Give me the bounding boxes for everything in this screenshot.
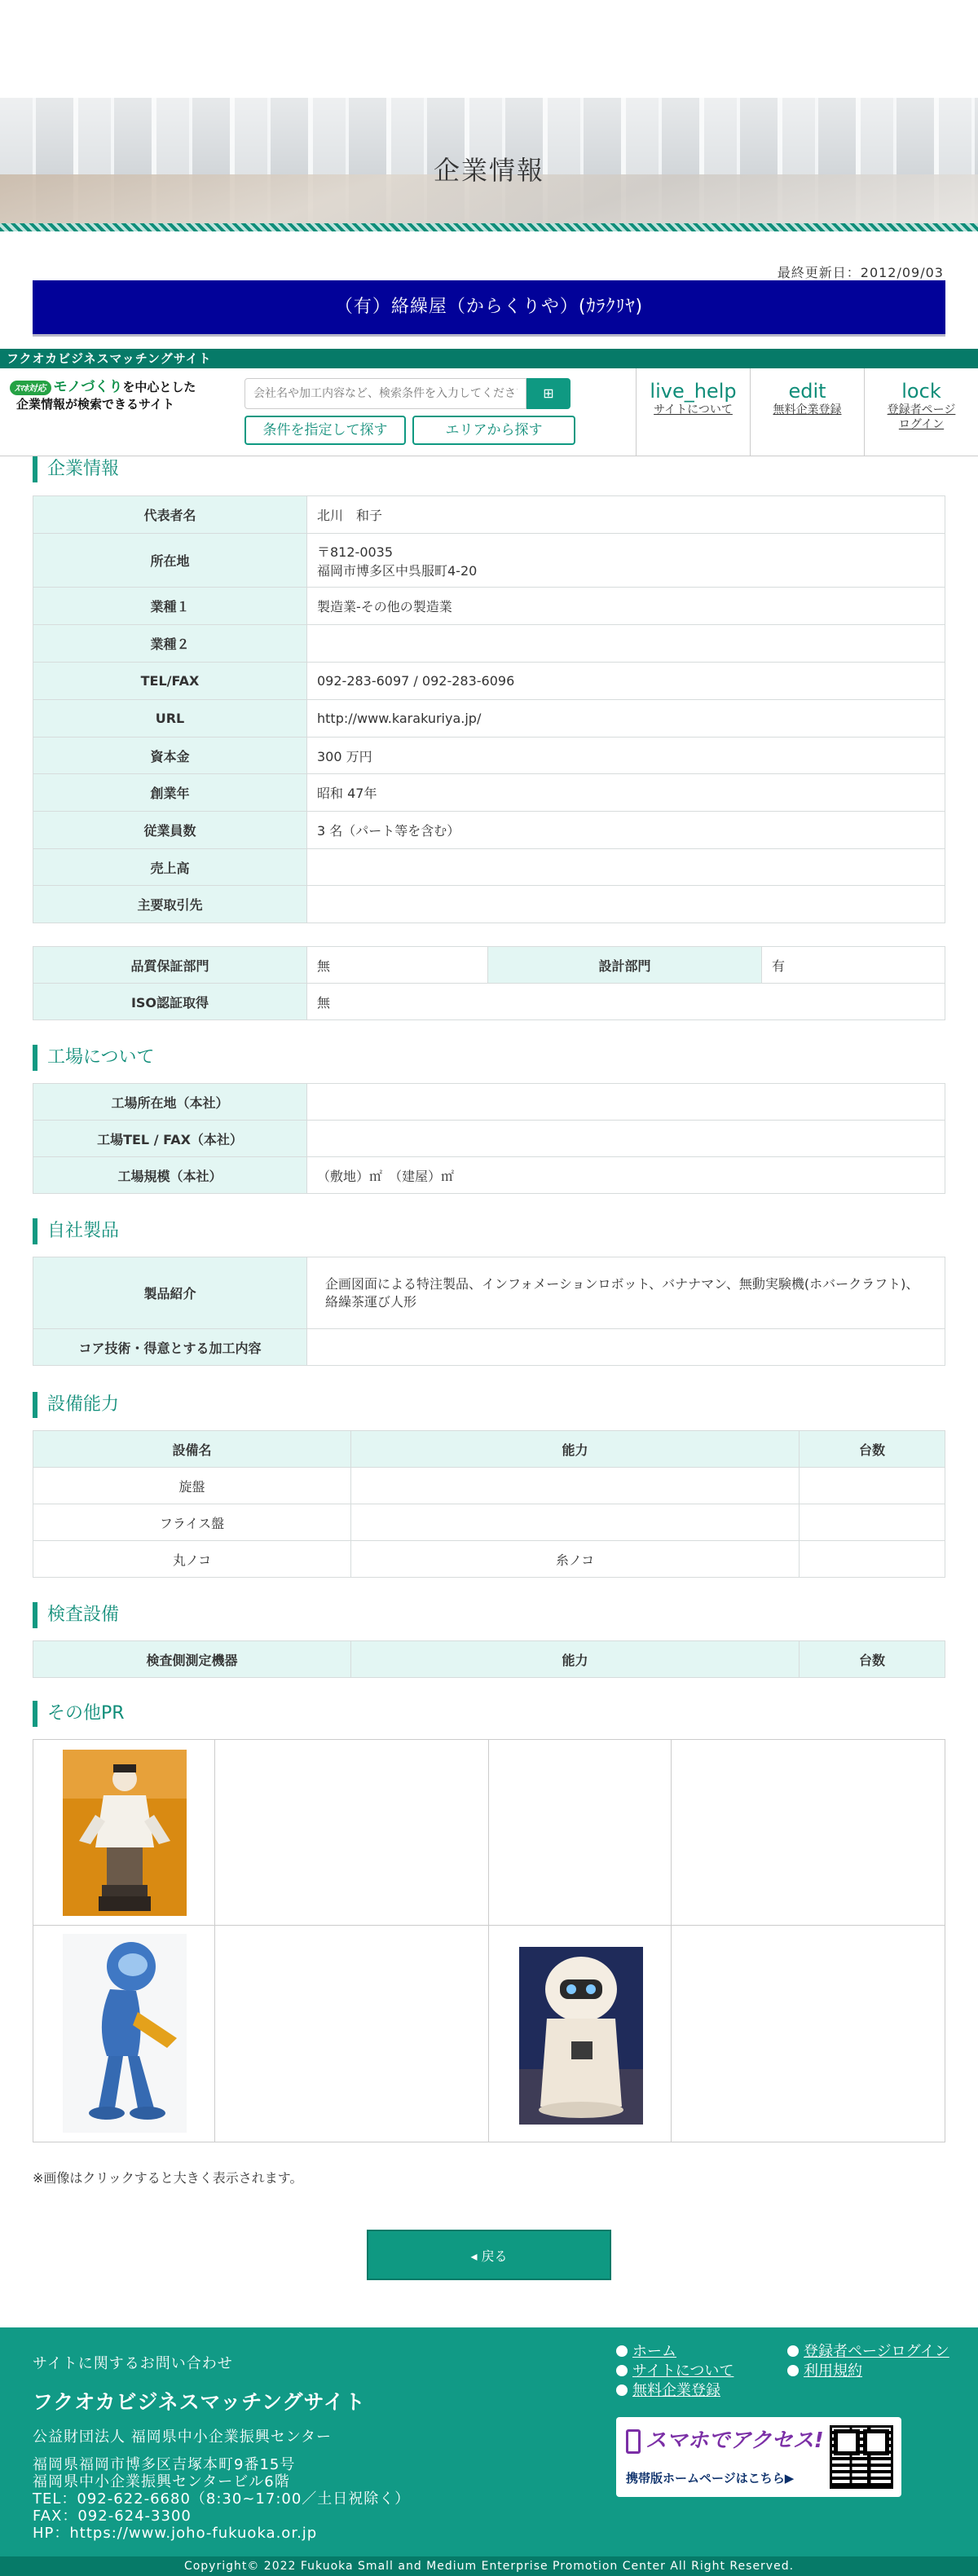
address: 福岡市博多区中呉服町4-20 (317, 562, 478, 579)
logo-highlight: モノづくり (53, 379, 123, 395)
equipment-table (33, 1430, 945, 1578)
bullet-icon (787, 2365, 799, 2376)
footer (0, 2327, 978, 2576)
table-row: 従業員数 3 名（パート等を含む） (33, 812, 945, 849)
table-row: ISO認証取得 無 (33, 984, 945, 1020)
table-row: 工場所在地（本社） (33, 1084, 945, 1121)
bullet-icon (616, 2384, 628, 2396)
table-row: 創業年 昭和 47年 (33, 774, 945, 812)
section-title-inspection: 検査設備 (33, 1602, 119, 1628)
nav-about-label: サイトについて (654, 403, 733, 416)
photo-information-robot[interactable] (519, 1947, 643, 2125)
table-row: コア技術・得意とする加工内容 (33, 1329, 945, 1366)
table-row: 業種２ (33, 625, 945, 663)
table-row: URL http://www.karakuriya.jp/ (33, 700, 945, 738)
edit-icon: edit (788, 380, 826, 403)
nav-registration-label: 無料企業登録 (773, 403, 842, 416)
company-url-link[interactable]: http://www.karakuriya.jp/ (317, 711, 482, 726)
quality-table (33, 946, 945, 1020)
footer-contact-heading: サイトに関するお問い合わせ (33, 2355, 233, 2372)
table-header-row: 検査側測定機器 能力 台数 (33, 1641, 945, 1678)
photo-karakuri-doll[interactable] (63, 1750, 187, 1916)
table-row: 製品紹介 企画図面による特注製品、インフォメーションロボット、バナナマン、無動実験機(ホバークラフト)、絡繰茶運び人形 (33, 1257, 945, 1329)
section-title-other-pr: その他PR (33, 1701, 125, 1727)
table-row: 品質保証部門 無 設計部門 有 (33, 947, 945, 984)
search-icon: ⊞ (543, 385, 554, 401)
table-row: 所在地 〒812-0035 福岡市博多区中呉服町4-20 (33, 534, 945, 588)
nav-login-label1: 登録者ページ (887, 403, 956, 416)
logo-line2: 企業情報が検索できるサイト (16, 397, 174, 412)
products-table (33, 1257, 945, 1366)
footer-link-about[interactable]: サイトについて (632, 2362, 734, 2380)
smartphone-access-banner[interactable]: スマホでアクセス! 携帯版ホームページはこちら▶ (616, 2417, 901, 2497)
area-search-button[interactable]: エリアから探す (412, 416, 575, 445)
site-logo[interactable] (10, 375, 238, 412)
table-row: フライス盤 (33, 1504, 945, 1541)
logo-line1-rest: を中心とした (122, 380, 196, 394)
company-info-table (33, 495, 945, 923)
table-row: 旋盤 (33, 1468, 945, 1504)
table-row: TEL/FAX 092-283-6097 / 092-283-6096 (33, 663, 945, 700)
nav-login-label2: ログイン (898, 418, 945, 431)
bullet-icon (787, 2345, 799, 2357)
hero-banner (0, 98, 978, 231)
smartphone-badge: ｽﾏﾎ対応 (10, 381, 51, 395)
factory-table (33, 1083, 945, 1194)
last-updated: 最終更新日：2012/09/03 (777, 265, 944, 280)
search-input[interactable] (244, 378, 526, 409)
search-header (0, 368, 978, 456)
table-row: 代表者名 北川 和子 (33, 496, 945, 534)
qr-code-icon (830, 2425, 893, 2489)
footer-organization: 公益財団法人 福岡県中小企業振興センター (33, 2428, 332, 2446)
footer-hp-link[interactable]: https://www.joho-fukuoka.or.jp (69, 2525, 318, 2542)
table-header-row: 設備名 能力 台数 (33, 1431, 945, 1468)
footer-fax: FAX：092-624-3300 (33, 2508, 192, 2525)
footer-link-terms[interactable]: 利用規約 (804, 2362, 862, 2380)
section-title-products: 自社製品 (33, 1218, 119, 1244)
footer-site-name: フクオカビジネスマッチングサイト (33, 2390, 366, 2414)
site-name-strip: フクオカビジネスマッチングサイト (0, 349, 978, 368)
back-button[interactable]: ◂ 戻る (367, 2230, 611, 2280)
lock-icon: lock (901, 380, 941, 403)
section-title-equipment: 設備能力 (33, 1392, 119, 1418)
image-note: ※画像はクリックすると大きく表示されます。 (33, 2170, 303, 2186)
footer-links-left (616, 2342, 779, 2401)
nav-free-registration[interactable] (750, 368, 864, 456)
help-icon: live_help (650, 380, 737, 403)
hero-stripe (0, 223, 978, 231)
smartphone-icon (626, 2429, 641, 2454)
pr-photo-grid (33, 1739, 945, 2142)
table-row: 売上高 (33, 849, 945, 886)
table-row: 主要取引先 (33, 886, 945, 923)
company-name-banner: （有）絡繰屋（からくりや）(ｶﾗｸﾘﾔ) (33, 280, 945, 334)
footer-link-login[interactable]: 登録者ページログイン (804, 2343, 949, 2360)
section-title-company: 企業情報 (33, 456, 119, 482)
nav-about-site[interactable] (636, 368, 750, 456)
bullet-icon (616, 2345, 628, 2357)
table-row: 工場TEL / FAX（本社） (33, 1121, 945, 1157)
table-row: 業種１ 製造業-その他の製造業 (33, 588, 945, 625)
section-title-factory: 工場について (33, 1045, 155, 1071)
footer-links-right (787, 2342, 950, 2381)
table-row: 工場規模（本社） （敷地）㎡ （建屋）㎡ (33, 1157, 945, 1194)
nav-login[interactable] (864, 368, 978, 456)
search-button[interactable] (526, 378, 570, 409)
copyright: Copyright© 2022 Fukuoka Small and Medium Enterprise Promotion Center All Right Reserved. (0, 2556, 978, 2576)
postal-code: 〒812-0035 (317, 544, 394, 560)
condition-search-button[interactable]: 条件を指定して探す (244, 416, 406, 445)
table-row: 資本金 300 万円 (33, 738, 945, 774)
inspection-table (33, 1640, 945, 1678)
footer-address: 福岡県福岡市博多区吉塚本町9番15号 福岡県中小企業振興センタービル6階 TEL：092-622-6680（8:30~17:00／土日祝除く） FAX：092-624-3300 HP：https://www.joho-fukuoka.or.jp (33, 2456, 411, 2542)
footer-tel: TEL：092-622-6680（8:30~17:00／土日祝除く） (33, 2490, 411, 2508)
bullet-icon (616, 2365, 628, 2376)
page-title: 企業情報 (433, 155, 544, 186)
photo-bananaman[interactable] (63, 1934, 187, 2133)
table-row: 丸ノコ 糸ノコ (33, 1541, 945, 1578)
footer-link-home[interactable]: ホーム (632, 2343, 676, 2360)
footer-link-register[interactable]: 無料企業登録 (632, 2382, 720, 2399)
